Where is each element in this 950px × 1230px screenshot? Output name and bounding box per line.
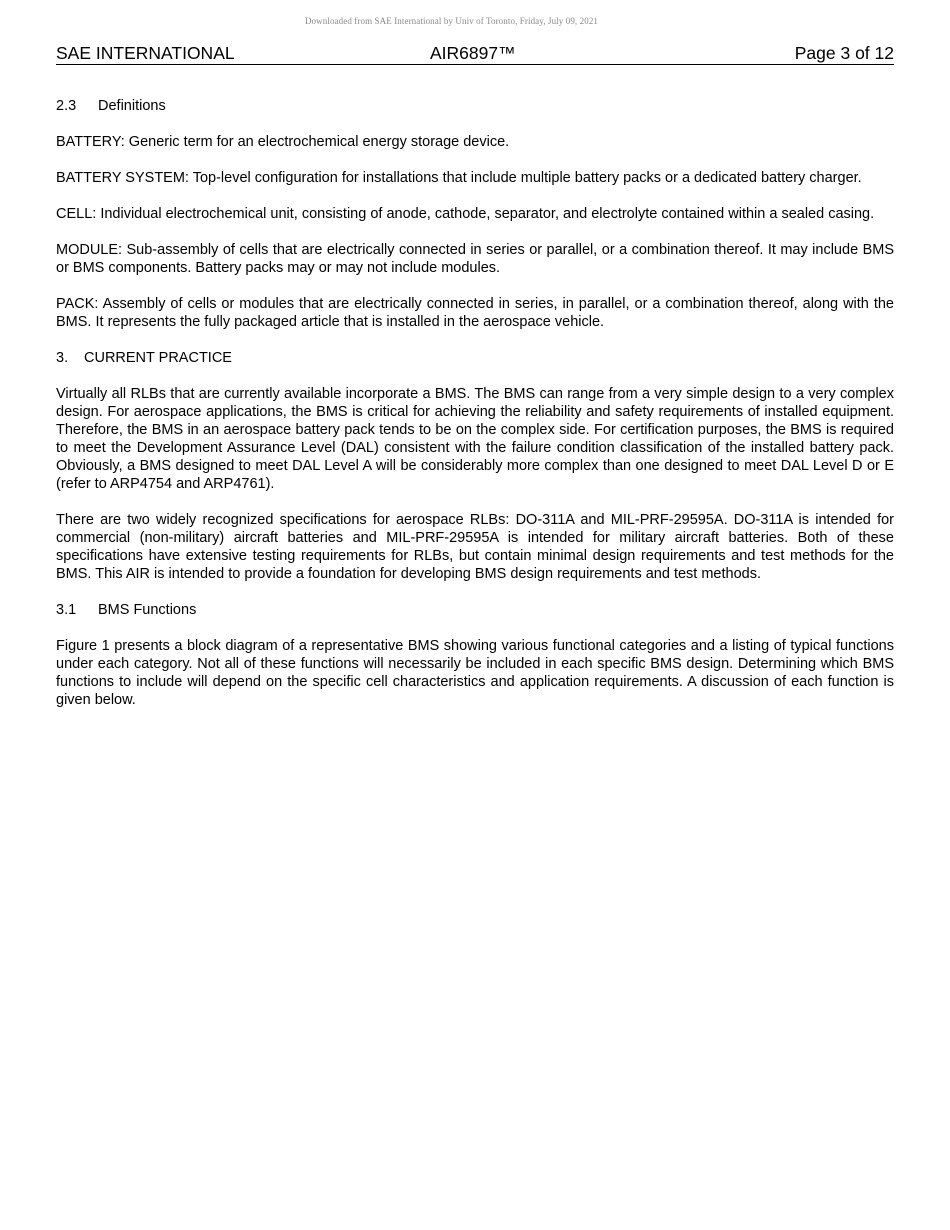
section-title: CURRENT PRACTICE <box>84 350 232 366</box>
header-doc-id: AIR6897™ <box>430 43 516 63</box>
definition-cell: CELL: Individual electrochemical unit, consisting of anode, cathode, separator, and electrolyte contained within a sealed casing. <box>56 206 875 222</box>
paragraph: There are two widely recognized specifications for aerospace RLBs: DO-311A and MIL-PRF-29595A. DO-311A is intended for commercial (non-military) aircraft batteries and MIL-PRF-29595A is intended for military aircraft batteries. Both of these specifications have extensive testing requirements for RLBs, but contain minimal design requirements and test methods for the BMS. This AIR is intended to provide a foundation for developing BMS design requirements and test methods. <box>56 512 894 582</box>
section-title: BMS Functions <box>98 602 197 618</box>
definition-battery-system: BATTERY SYSTEM: Top-level configuration for installations that include multiple battery packs or a dedicated battery charger. <box>56 170 862 186</box>
section-title: Definitions <box>98 98 166 114</box>
definition-pack: PACK: Assembly of cells or modules that are electrically connected in series, in parallel, or a combination thereof, along with the BMS. It represents the fully packaged article that is installed in the aerospace vehicle. <box>56 296 894 330</box>
download-watermark: Downloaded from SAE International by Univ of Toronto, Friday, July 09, 2021 <box>304 16 599 26</box>
section-number: 3.1 <box>56 602 77 618</box>
document-body <box>56 97 894 727</box>
section-heading-current-practice <box>56 349 894 367</box>
page-header <box>56 43 894 65</box>
section-number: 3. <box>56 350 69 366</box>
paragraph: Virtually all RLBs that are currently available incorporate a BMS. The BMS can range from a very simple design to a very complex design. For aerospace applications, the BMS is critical for achieving the reliability and safety requirements of installed equipment. Therefore, the BMS in an aerospace battery pack tends to be on the complex side. For certification purposes, the BMS is required to meet the Development Assurance Level (DAL) consistent with the failure condition classification of the installed battery pack. Obviously, a BMS designed to meet DAL Level A will be considerably more complex than one designed to meet DAL Level D or E (refer to ARP4754 and ARP4761). <box>56 386 894 492</box>
header-page-number: Page 3 of 12 <box>794 43 894 63</box>
paragraph: Figure 1 presents a block diagram of a representative BMS showing various functional categories and a listing of typical functions under each category. Not all of these functions will necessarily be included in each specific BMS design. Determining which BMS functions to include will depend on the specific cell characteristics and application requirements. A discussion of each function is given below. <box>56 638 894 708</box>
section-number: 2.3 <box>56 98 77 114</box>
section-heading-bms-functions <box>56 601 894 619</box>
section-heading-definitions <box>56 97 894 115</box>
definition-battery: BATTERY: Generic term for an electrochemical energy storage device. <box>56 134 510 150</box>
definition-module: MODULE: Sub-assembly of cells that are electrically connected in series or parallel, or a combination thereof. It may include BMS or BMS components. Battery packs may or may not include modules. <box>56 242 894 276</box>
header-org: SAE INTERNATIONAL <box>56 43 235 63</box>
